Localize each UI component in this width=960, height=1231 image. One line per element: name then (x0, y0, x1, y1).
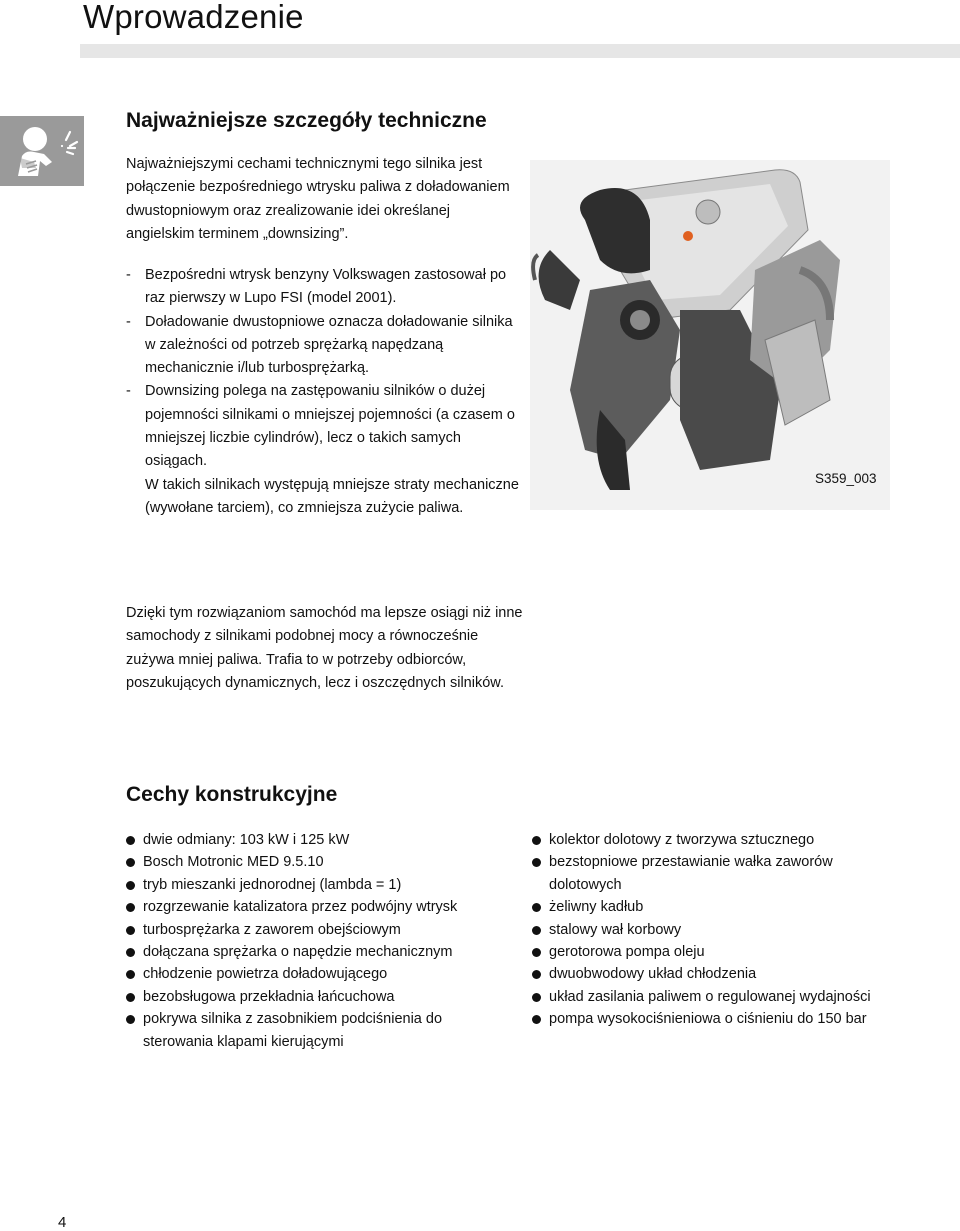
list-item: pokrywa silnika z zasobnikiem podciśnienia do sterowania klapami kierującymi (126, 1008, 506, 1053)
features-list-left (126, 829, 506, 1053)
list-item: bezstopniowe przestawianie wałka zaworów dolotowych (532, 851, 892, 896)
list-item: chłodzenie powietrza doładowującego (126, 963, 506, 985)
outro-paragraph: Dzięki tym rozwiązaniom samochód ma lepsze osiągi niż inne samochody z silnikami podobnej mocy a równocześnie zużywa mniej paliwa. Trafia to w potrzeby odbiorców, poszukujących dynamicznych, lecz i oszczędnych silników. (126, 605, 523, 691)
section-heading-features: Cechy konstrukcyjne (126, 783, 338, 806)
person-explaining-icon (0, 116, 84, 186)
engine-image (530, 160, 890, 510)
list-item: kolektor dolotowy z tworzywa sztucznego (532, 829, 892, 851)
header-rule (80, 44, 960, 58)
list-item: - Doładowanie dwustopniowe oznacza doładowanie silnika w zależności od potrzeb sprężarką napędzaną mechanicznie i/lub turbosprężarką. (126, 311, 526, 381)
dash-list (126, 264, 526, 520)
list-item: - Bezpośredni wtrysk benzyny Volkswagen zastosował po raz pierwszy w Lupo FSI (model 2001). (126, 264, 526, 311)
list-item: bezobsługowa przekładnia łańcuchowa (126, 986, 506, 1008)
list-item: Bosch Motronic MED 9.5.10 (126, 851, 506, 873)
list-item: dwuobwodowy układ chłodzenia (532, 963, 892, 985)
list-item: - Downsizing polega na zastępowaniu silników o dużej pojemności silnikami o mniejszej pojemności (a czasem o mniejszej liczbie cylindrów), lecz o takich samych osiągach. W takich silnikach występują mniejsze straty mechaniczne (wywołane tarciem), co zmniejsza zużycie paliwa. (126, 380, 526, 520)
list-item: żeliwny kadłub (532, 896, 892, 918)
list-item: dołączana sprężarka o napędzie mechanicznym (126, 941, 506, 963)
page-title: Wprowadzenie (83, 0, 304, 35)
list-item: pompa wysokociśnieniowa o ciśnieniu do 150 bar (532, 1008, 892, 1030)
page-number: 4 (58, 1214, 67, 1231)
intro-paragraph: Najważniejszymi cechami technicznymi tego silnika jest połączenie bezpośredniego wtrysku paliwa z doładowaniem dwustopniowym oraz zrealizowanie idei określanej angielskim terminem „downsizing”. (126, 156, 510, 242)
list-item: stalowy wał korbowy (532, 919, 892, 941)
list-item: turbosprężarka z zaworem obejściowym (126, 919, 506, 941)
features-list-right (532, 829, 892, 1031)
list-item: gerotorowa pompa oleju (532, 941, 892, 963)
list-item: dwie odmiany: 103 kW i 125 kW (126, 829, 506, 851)
list-item: rozgrzewanie katalizatora przez podwójny wtrysk (126, 896, 506, 918)
section-heading-main: Najważniejsze szczegóły techniczne (126, 109, 487, 132)
figure-caption: S359_003 (815, 471, 877, 486)
list-item: układ zasilania paliwem o regulowanej wydajności (532, 986, 892, 1008)
list-item: tryb mieszanki jednorodnej (lambda = 1) (126, 874, 506, 896)
